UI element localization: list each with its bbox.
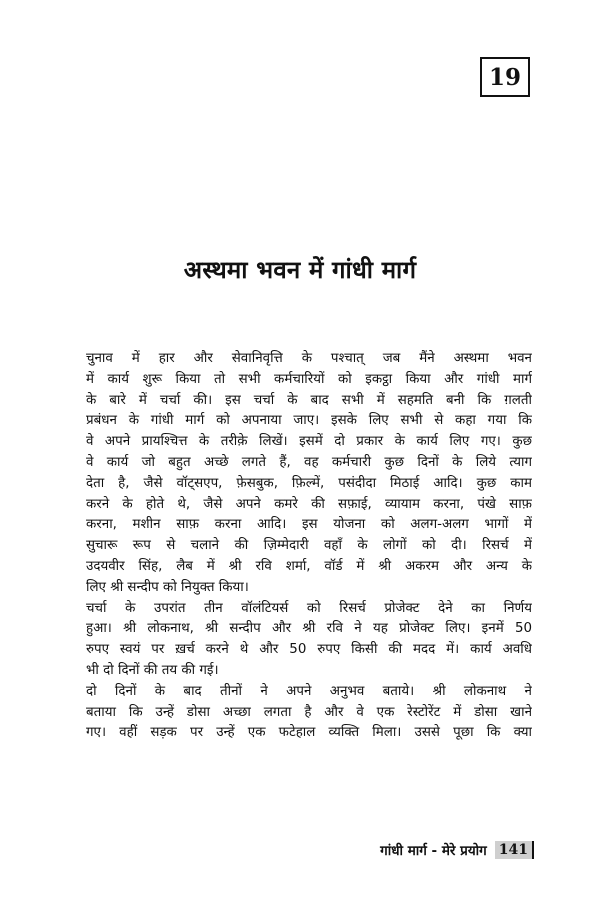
- chapter-title: अस्थमा भवन में गांधी मार्ग: [183, 256, 417, 284]
- text-line: करना, मशीन साफ़ करना आदि। इस योजना को अलग-अलग भागों में: [86, 517, 532, 533]
- text-line: सुचारू रूप से चलाने की ज़िम्मेदारी वहाँ के लोगों को दी। रिसर्च में: [86, 538, 532, 554]
- text-line: हुआ। श्री लोकनाथ, श्री सन्दीप और श्री रवि ने यह प्रोजेक्ट लिए। इनमें 50: [86, 621, 532, 637]
- text-line: चर्चा के उपरांत तीन वॉलंटियर्स को रिसर्च प्रोजेक्ट देने का निर्णय: [86, 600, 532, 616]
- text-line: वे कार्य जो बहुत अच्छे लगते हैं, वह कर्मचारी कुछ दिनों के लिये त्याग: [86, 454, 532, 470]
- text-line: देता है, जैसे वॉट्सएप, फ़ेसबुक, फ़िल्में, पसंदीदा मिठाई आदि। कुछ काम: [86, 475, 532, 491]
- text-line: प्रबंधन के गांधी मार्ग को अपनाया जाए। इसके लिए सभी से कहा गया कि: [86, 413, 532, 429]
- page-footer: [0, 840, 534, 860]
- text-line: चुनाव में हार और सेवानिवृत्ति के पश्चात् जब मैंने अस्थमा भवन: [86, 351, 532, 366]
- text-line: करने के होते थे, जैसे अपने कमरे की सफ़ाई, व्यायाम करना, पंखे साफ़: [86, 496, 532, 512]
- text-line: उदयवीर सिंह, लैब में श्री रवि शर्मा, वॉर्ड में श्री अकरम और अन्य के: [86, 558, 532, 574]
- chapter-number: 19: [488, 63, 521, 91]
- text-line: के बारे में चर्चा की। इस चर्चा के बाद सभी में सहमति बनी कि ग़लती: [86, 392, 532, 408]
- text-line: बताया कि उन्हें डोसा अच्छा लगता है और वे एक रेस्टोरेंट में डोसा खाने: [86, 704, 532, 720]
- text-line: गए। वहीं सड़क पर उन्हें एक फटेहाल व्यक्ति मिला। उससे पूछा कि क्या: [86, 725, 532, 741]
- text-line: लिए श्री सन्दीप को नियुक्त किया।: [86, 579, 249, 595]
- text-line: दो दिनों के बाद तीनों ने अपने अनुभव बताये। श्री लोकनाथ ने: [86, 683, 532, 699]
- chapter-number-box: [480, 57, 530, 97]
- footer-book-title: गांधी मार्ग - मेरे प्रयोग: [380, 843, 487, 859]
- text-line: वे अपने प्रायश्चित्त के तरीक़े लिखें। इसमें दो प्रकार के कार्य लिए गए। कुछ: [86, 434, 532, 450]
- body-text: [86, 349, 532, 744]
- text-line: भी दो दिनों की तय की गई।: [86, 662, 219, 678]
- page-number: 141: [495, 841, 534, 859]
- text-line: रुपए स्वयं पर ख़र्च करने थे और 50 रुपए किसी की मदद में। कार्य अवधि: [86, 642, 532, 658]
- text-line: में कार्य शुरू किया तो सभी कर्मचारियों को इकट्ठा किया और गांधी मार्ग: [86, 371, 532, 387]
